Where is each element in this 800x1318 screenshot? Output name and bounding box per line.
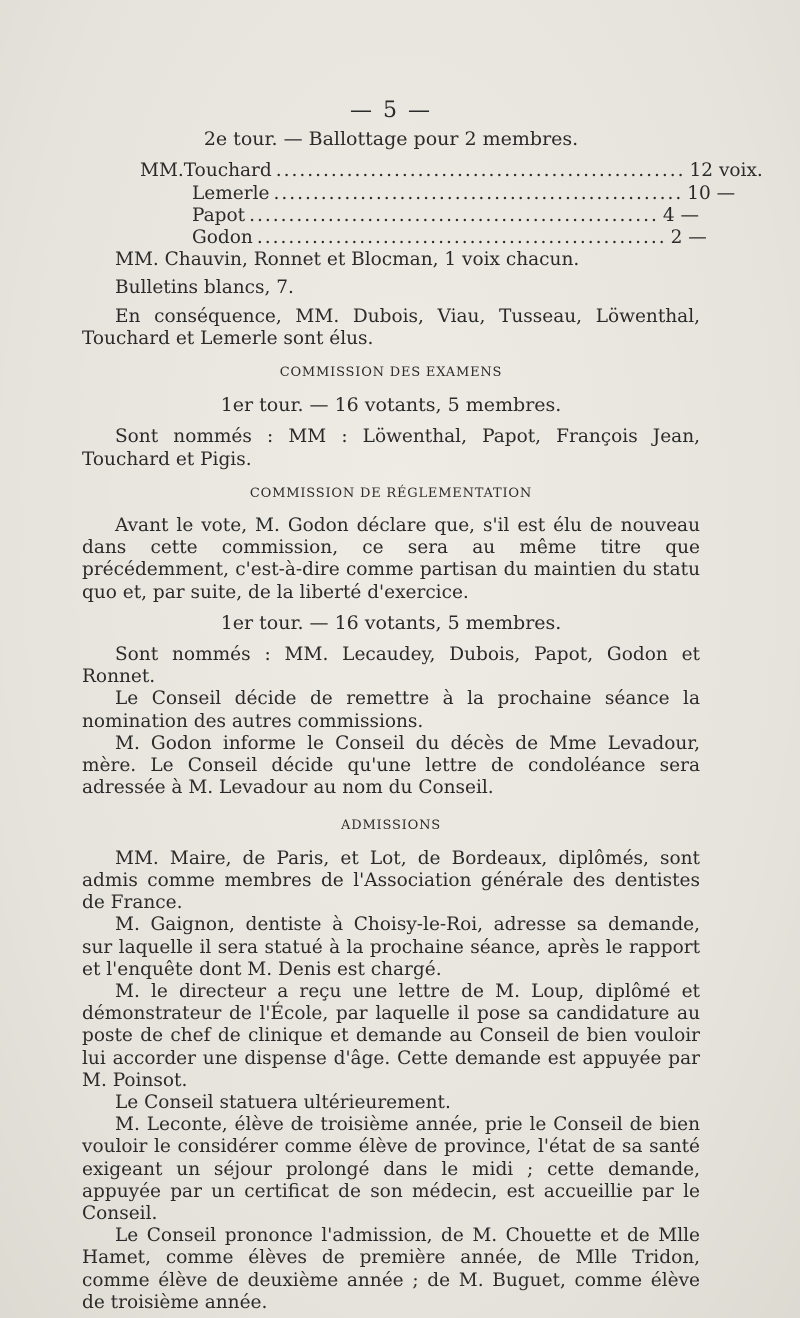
tour2-title: 2e tour. — Ballottage pour 2 membres.: [203, 128, 579, 151]
paragraph-nommes-reglementation: Sont nommés : MM. Lecaudey, Dubois, Papot, Godon et Ronnet.: [82, 644, 700, 688]
candidate-name: Lemerle: [192, 182, 270, 204]
candidate-list: [82, 160, 763, 249]
paragraph-maire: MM. Maire, de Paris, et Lot, de Bordeaux, diplômés, sont admis comme membres de l'Association générale des dentistes de France.: [82, 847, 700, 914]
candidate-row: [192, 227, 707, 249]
paragraph-bulletins: Bulletins blancs, 7.: [115, 277, 294, 299]
paragraph-gaignon: M. Gaignon, dentiste à Choisy-le-Roi, adresse sa demande, sur laquelle il sera statué à la prochaine séance, après le rapport et l'enquête dont M. Denis est chargé.: [82, 914, 700, 980]
candidate-votes: 12 voix.: [689, 160, 763, 182]
paragraph-leconte: M. Leconte, élève de troisième année, prie le Conseil de bien vouloir le considérer comme élève de province, l'état de sa santé exigeant un séjour prolongé dans le midi ; cette demande, appuyée par un certificat de son médecin, est accueillie par le Conseil.: [82, 1114, 700, 1224]
tour-examens: 1er tour. — 16 votants, 5 membres.: [220, 394, 562, 417]
candidate-votes: 10 —: [687, 182, 736, 204]
heading-admissions: ADMISSIONS: [341, 818, 441, 834]
candidate-name: Godon: [192, 227, 253, 249]
dot-leader: ....................................................: [249, 204, 659, 226]
paragraph-chauvin: MM. Chauvin, Ronnet et Blocman, 1 voix chacun.: [115, 249, 580, 271]
candidate-row: [192, 205, 700, 227]
paragraph-nommes-examens: Sont nommés : MM : Löwenthal, Papot, François Jean, Touchard et Pigis.: [82, 426, 700, 470]
dot-leader: ....................................................: [275, 160, 686, 182]
dot-leader: ....................................................: [256, 227, 667, 249]
heading-commission-reglementation: COMMISSION DE RÉGLEMENTATION: [249, 485, 533, 501]
candidate-votes: 2 —: [670, 227, 707, 249]
page-text: [82, 98, 763, 1314]
candidate-votes: 4 —: [662, 204, 700, 226]
candidates-prefix: MM.: [140, 160, 184, 182]
paragraph-conseil-remettre: Le Conseil décide de remettre à la prochaine séance la nomination des autres commissions.: [82, 688, 700, 732]
candidate-row: [192, 182, 736, 205]
dot-leader: ....................................................: [273, 182, 684, 204]
paragraph-deces: M. Godon informe le Conseil du décès de Mme Levadour, mère. Le Conseil décide qu'une lettre de condoléance sera adressée à M. Levadour au nom du Conseil.: [82, 732, 700, 799]
candidate-name: Touchard: [183, 160, 272, 182]
heading-commission-examens: COMMISSION DES EXAMENS: [279, 365, 503, 381]
paragraph-loup: M. le directeur a reçu une lettre de M. Loup, diplômé et démonstrateur de l'École, par laquelle il pose sa candidature au poste de chef de clinique et demande au Conseil de bien vouloir lui accorder une dispense d'âge. Cette demande est appuyée par M. Poinsot.: [82, 980, 700, 1091]
tour-reglementation: 1er tour. — 16 votants, 5 membres.: [220, 611, 562, 634]
paragraph-statuera: Le Conseil statuera ultérieurement.: [115, 1091, 451, 1113]
candidate-name: Papot: [192, 204, 246, 226]
page-number: — 5 —: [350, 98, 432, 123]
paragraph-admission: Le Conseil prononce l'admission, de M. Chouette et de Mlle Hamet, comme élèves de première année, de Mlle Tridon, comme élève de deuxième année ; de M. Buguet, comme élève de troisième année.: [82, 1225, 700, 1313]
paragraph-avant-vote: Avant le vote, M. Godon déclare que, s'il est élu de nouveau dans cette commission, ce sera au même titre que précédemment, c'est-à-dire comme partisan du maintien du statu quo et, par suite, de la liberté d'exercice.: [82, 515, 700, 603]
candidate-row: [82, 160, 763, 182]
paragraph-consequence: En conséquence, MM. Dubois, Viau, Tusseau, Löwenthal, Touchard et Lemerle sont élus.: [82, 305, 700, 349]
